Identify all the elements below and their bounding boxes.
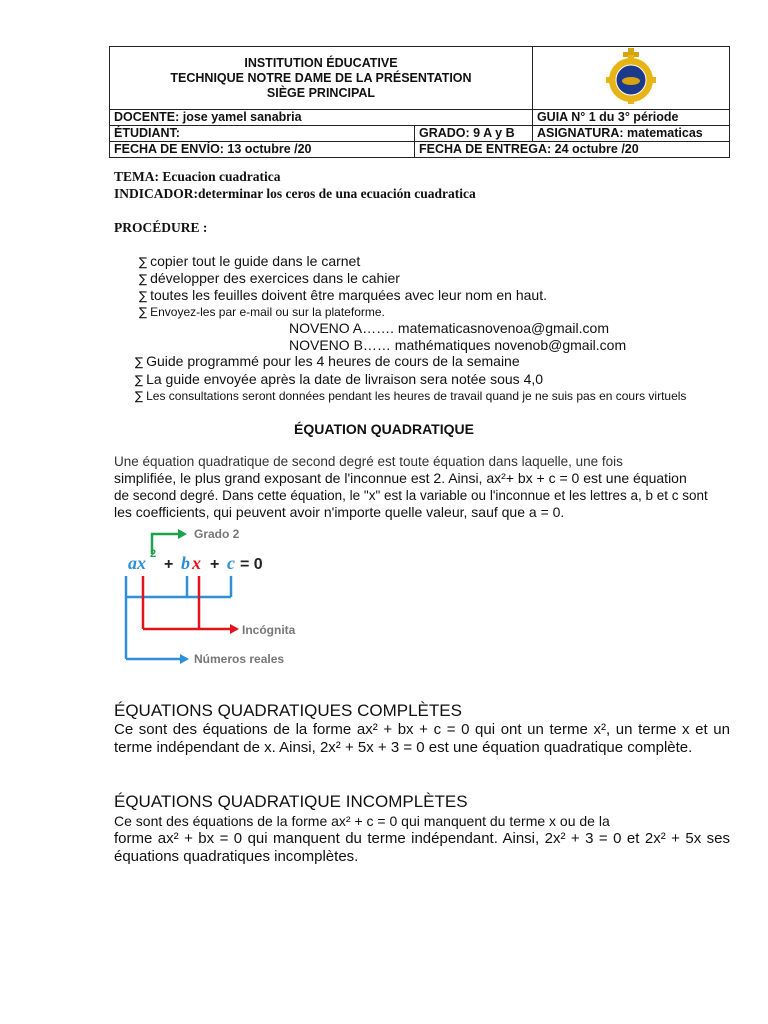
grado-label: Grado 2 (194, 527, 240, 541)
indicador: INDICADOR:determinar los ceros de una ecuación cuadratica (114, 186, 476, 201)
sigma-bullet: ∑ (135, 355, 144, 369)
tema: TEMA: Ecuacion cuadratica (114, 169, 281, 184)
incomplete-text-line2: forme ax² + bx = 0 qui manquent du terme indépendant. Ainsi, 2x² + 3 = 0 et 2x² + 5x ses équations quadratiques incomplètes. (114, 830, 730, 865)
term-exp: 2 (150, 548, 157, 560)
guia-cell: GUIA N° 1 du 3° période (532, 110, 729, 126)
header-table (109, 46, 730, 158)
step-item: ∑ Les consultations seront données pendant les heures de travail quand je ne suis pas en cours virtuels (135, 389, 687, 403)
logo-cell (532, 47, 729, 110)
sigma-bullet: ∑ (139, 255, 148, 269)
siege-name: SIÈGE PRINCIPAL (266, 85, 376, 100)
incomplete-title: ÉQUATIONS QUADRATIQUE INCOMPLÈTES (114, 792, 468, 811)
quadratic-diagram (114, 524, 314, 676)
intro-line: Une équation quadratique de second degré est toute équation dans laquelle, une fois (114, 454, 623, 469)
docente-cell: DOCENTE: jose yamel sanabria (110, 110, 533, 126)
step-item: ∑ Envoyez-les par e-mail ou sur la plateforme. (139, 305, 385, 319)
section-title: ÉQUATION QUADRATIQUE (294, 421, 474, 437)
step-item: ∑ toutes les feuilles doivent être marquées avec leur nom en haut. (139, 287, 547, 303)
asignatura-cell: ASIGNATURA: matematicas (532, 126, 729, 142)
step-item: ∑ copier tout le guide dans le carnet (139, 253, 361, 269)
step-item: ∑ Guide programmé pour les 4 heures de cours de la semaine (135, 353, 520, 369)
fecha-envio-cell: FECHA DE ENVÍO: 13 octubre /20 (110, 142, 415, 158)
procedure-title: PROCÉDURE : (114, 220, 208, 235)
intro-line: les coefficients, qui peuvent avoir n'importe quelle valeur, sauf que a = 0. (114, 504, 565, 520)
sigma-bullet: ∑ (139, 272, 148, 286)
sigma-bullet: ∑ (135, 373, 144, 387)
incognita-label: Incógnita (242, 623, 296, 637)
term-x: x (192, 553, 201, 573)
etudiant-cell: ÉTUDIANT: (110, 126, 415, 142)
institution-cell (110, 47, 533, 110)
equals-zero: = 0 (240, 556, 263, 573)
technique-name: TECHNIQUE NOTRE DAME DE LA PRÉSENTATION (170, 70, 472, 85)
noveno-a-email: NOVENO A……. matematicasnovenoa@gmail.com (289, 320, 609, 336)
school-logo (604, 47, 658, 105)
plus-sign: + (210, 556, 220, 573)
step-item: ∑ développer des exercices dans le cahier (139, 270, 400, 286)
intro-line: de second degré. Dans cette équation, le "x" est la variable ou l'inconnue et les lettres a, b et c sont (114, 488, 708, 503)
sigma-bullet: ∑ (135, 389, 144, 403)
grado-cell: GRADO: 9 A y B (415, 126, 533, 142)
term-ax: ax (128, 553, 146, 573)
sigma-bullet: ∑ (139, 289, 148, 303)
plus-sign: + (164, 556, 174, 573)
numeros-label: Números reales (194, 652, 285, 666)
institution-name: INSTITUTION ÉDUCATIVE (244, 55, 398, 70)
noveno-b-email: NOVENO B…… mathématiques novenob@gmail.com (289, 337, 627, 353)
sigma-bullet: ∑ (139, 305, 148, 319)
step-item: ∑ La guide envoyée après la date de livraison sera notée sous 4,0 (135, 371, 544, 387)
fecha-entrega-cell: FECHA DE ENTREGA: 24 octubre /20 (415, 142, 730, 158)
incomplete-text-line1: Ce sont des équations de la forme ax² + c = 0 qui manquent du terme x ou de la (114, 813, 610, 829)
term-c: c (227, 553, 235, 573)
intro-line: simplifiée, le plus grand exposant de l'inconnue est 2. Ainsi, ax²+ bx + c = 0 est une équation (114, 470, 687, 486)
term-b: b (181, 553, 190, 573)
complete-title: ÉQUATIONS QUADRATIQUES COMPLÈTES (114, 701, 462, 720)
complete-text: Ce sont des équations de la forme ax² + bx + c = 0 qui ont un terme x², un terme x et un terme indépendant de x. Ainsi, 2x² + 5x + 3 = 0 est une équation quadratique complète. (114, 721, 730, 756)
